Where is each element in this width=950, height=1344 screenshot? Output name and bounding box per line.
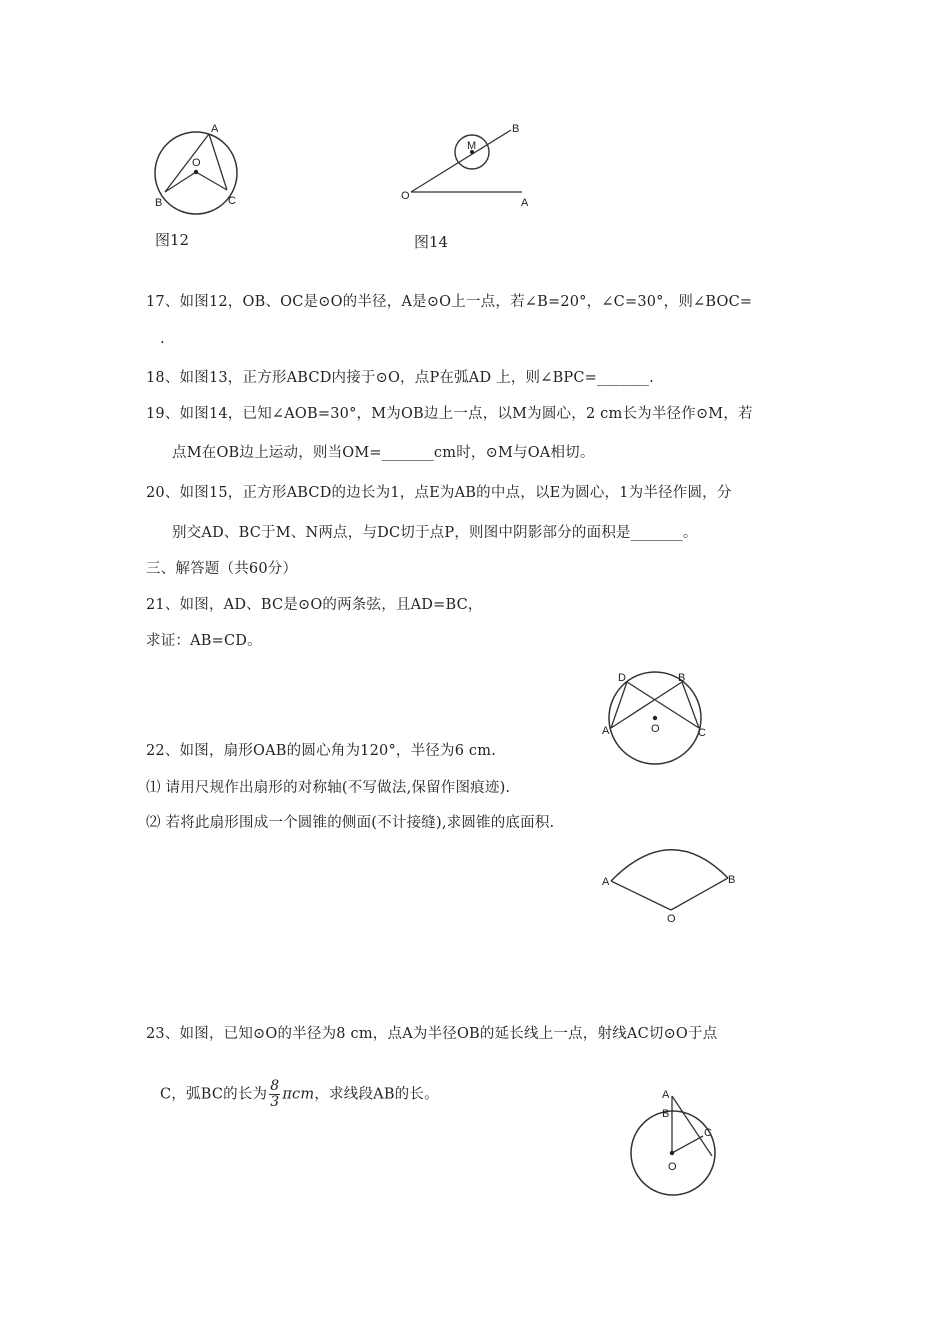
fig12-label-b: B: [155, 197, 163, 209]
question-23-line2: [160, 1079, 439, 1110]
question-21-drawing: [598, 664, 718, 774]
fraction-numerator: 8: [270, 1078, 280, 1094]
q21-label-d: D: [618, 672, 626, 684]
fig14-label-m: M: [467, 140, 477, 152]
section-3-heading: 三、解答题（共60分）: [146, 561, 298, 577]
question-19-line1: 19、如图14，已知∠AOB=30°，M为OB边上一点，以M为圆心，2 cm长为半径作⊙M，若: [146, 406, 753, 422]
q21-label-o: O: [651, 723, 660, 735]
question-19-line2: 点M在OB边上运动，则当OM=_______cm时，⊙M与OA相切。: [172, 445, 595, 461]
question-17-line2: .: [160, 331, 165, 347]
question-21-figure: [598, 664, 718, 778]
figure-12: [148, 118, 248, 222]
figure-14-caption: 图14: [414, 233, 449, 251]
question-21-line2: 求证：AB=CD。: [146, 633, 262, 649]
q23-label-o: O: [668, 1161, 677, 1173]
question-22-figure: [598, 838, 748, 932]
q23-label-b: B: [662, 1108, 670, 1120]
q23-label-a: A: [662, 1089, 670, 1101]
q23-text-before: C，弧BC的长为: [160, 1086, 268, 1103]
fig14-label-a: A: [521, 197, 529, 209]
question-21-line1: 21、如图，AD、BC是⊙O的两条弦，且AD=BC，: [146, 597, 483, 613]
question-20-line2: 别交AD、BC于M、N两点，与DC切于点P，则图中阴影部分的面积是_______。: [172, 525, 698, 541]
figure-14: [398, 118, 538, 217]
q21-label-c: C: [698, 727, 706, 739]
fig12-label-c: C: [228, 195, 236, 207]
q21-label-b: B: [678, 672, 686, 684]
fig14-label-b: B: [512, 123, 520, 135]
figure-14-drawing: [398, 118, 538, 213]
question-17-line1: 17、如图12，OB、OC是⊙O的半径，A是⊙O上一点，若∠B=20°，∠C=30°，则∠BOC=: [146, 294, 753, 310]
q23-text-after: ，求线段AB的长。: [314, 1086, 439, 1103]
q21-label-a: A: [602, 725, 610, 737]
question-23-figure: [624, 1084, 734, 1208]
question-20-line1: 20、如图15，正方形ABCD的边长为1，点E为AB的中点，以E为圆心，1为半径作圆，分: [146, 485, 732, 501]
question-22-part1: ⑴ 请用尺规作出扇形的对称轴(不写做法,保留作图痕迹).: [146, 780, 511, 796]
fraction-denominator: 3: [270, 1094, 280, 1110]
fig12-label-o: O: [192, 157, 201, 169]
question-22-drawing: [598, 838, 748, 928]
q23-unit: πcm: [282, 1086, 315, 1103]
q22-label-a: A: [602, 876, 610, 888]
fig12-label-a: A: [211, 123, 219, 135]
fig14-label-o: O: [401, 190, 410, 202]
q22-label-b: B: [728, 874, 736, 886]
question-18: 18、如图13，正方形ABCD内接于⊙O，点P在弧AD 上，则∠BPC=_______.: [146, 370, 654, 386]
question-22: 22、如图，扇形OAB的圆心角为120°，半径为6 cm.: [146, 743, 497, 759]
q23-label-c: C: [704, 1127, 712, 1139]
question-23-drawing: [624, 1084, 734, 1204]
question-22-part2: ⑵ 若将此扇形围成一个圆锥的侧面(不计接缝),求圆锥的底面积.: [146, 815, 555, 831]
arc-length-fraction: [269, 1079, 280, 1110]
question-23-line1: 23、如图，已知⊙O的半径为8 cm，点A为半径OB的延长线上一点，射线AC切⊙O于点: [146, 1026, 718, 1042]
q22-label-o: O: [667, 913, 676, 925]
figure-12-drawing: [148, 118, 248, 218]
figure-12-caption: 图12: [155, 231, 190, 249]
